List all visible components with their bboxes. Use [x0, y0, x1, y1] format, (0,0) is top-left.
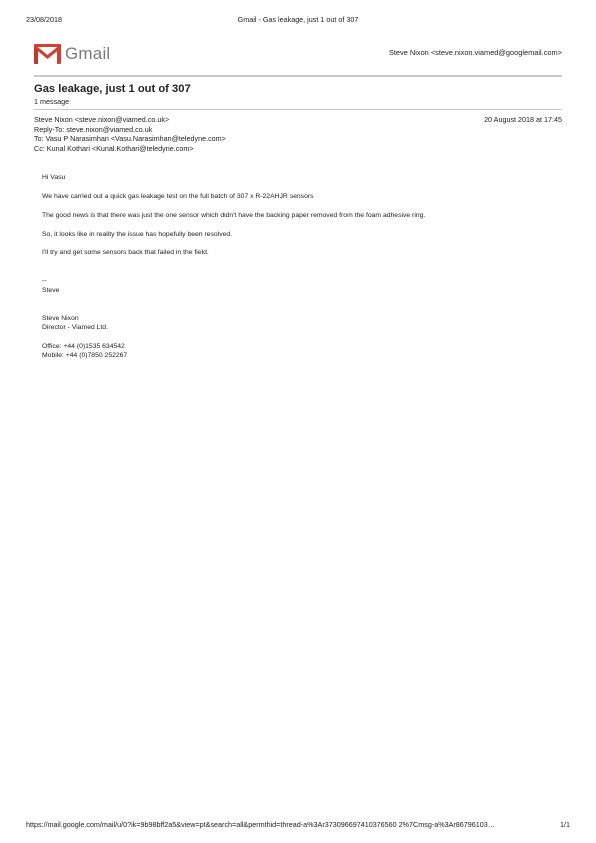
body-paragraph: I'll try and get some sensors back that failed in the field. — [42, 249, 209, 256]
header-divider — [34, 75, 562, 77]
print-url: https://mail.google.com/mail/u/0?ik=9b98bff2a5&view=pt&search=all&permthid=thread-a%3Ar373096697410376560 2%7Cmsg-a%3Ar86796103… — [26, 820, 495, 829]
body-paragraph: So, it looks like in reality the issue has hopefully been resolved. — [42, 231, 233, 238]
signature-title: Director - Viamed Ltd. — [42, 324, 108, 331]
print-page-number: 1/1 — [560, 820, 570, 829]
body-paragraph: We have carried out a quick gas leakage test on the full batch of 307 x R-22AHJR sensors — [42, 193, 314, 200]
print-title: Gmail - Gas leakage, just 1 out of 307 — [237, 15, 359, 24]
signature-office-phone: Office: +44 (0)1535 634542 — [42, 343, 125, 350]
print-date: 23/08/2018 — [26, 15, 62, 24]
signature-name: Steve Nixon — [42, 315, 79, 322]
message-cc: Cc: Kunal Kothari <Kunal.Kothari@teledyne.com> — [34, 144, 194, 153]
message-date: 20 August 2018 at 17:45 — [484, 115, 562, 124]
account-identity: Steve Nixon <steve.nixon.viamed@googlemail.com> — [388, 48, 562, 57]
message-from: Steve Nixon <steve.nixon@viamed.co.uk> — [34, 115, 170, 124]
body-paragraph: The good news is that there was just the one sensor which didn't have the backing paper removed from the foam adhesive ring. — [42, 212, 426, 219]
thread-subject: Gas leakage, just 1 out of 307 — [34, 83, 191, 95]
signature-separator: -- — [42, 277, 47, 284]
message-to: To: Vasu P Narasimhan <Vasu.Narasimhan@teledyne.com> — [34, 134, 226, 143]
message-count: 1 message — [34, 97, 70, 106]
gmail-logo-text: Gmail — [65, 44, 111, 63]
message-reply-to: Reply-To: steve.nixon@viamed.co.uk — [34, 125, 153, 134]
signature-short-name: Steve — [42, 287, 60, 294]
signature-mobile-phone: Mobile: +44 (0)7850 252267 — [42, 352, 128, 359]
subject-divider — [34, 109, 562, 110]
gmail-logo — [34, 44, 124, 64]
body-greeting: Hi Vasu — [42, 174, 66, 181]
